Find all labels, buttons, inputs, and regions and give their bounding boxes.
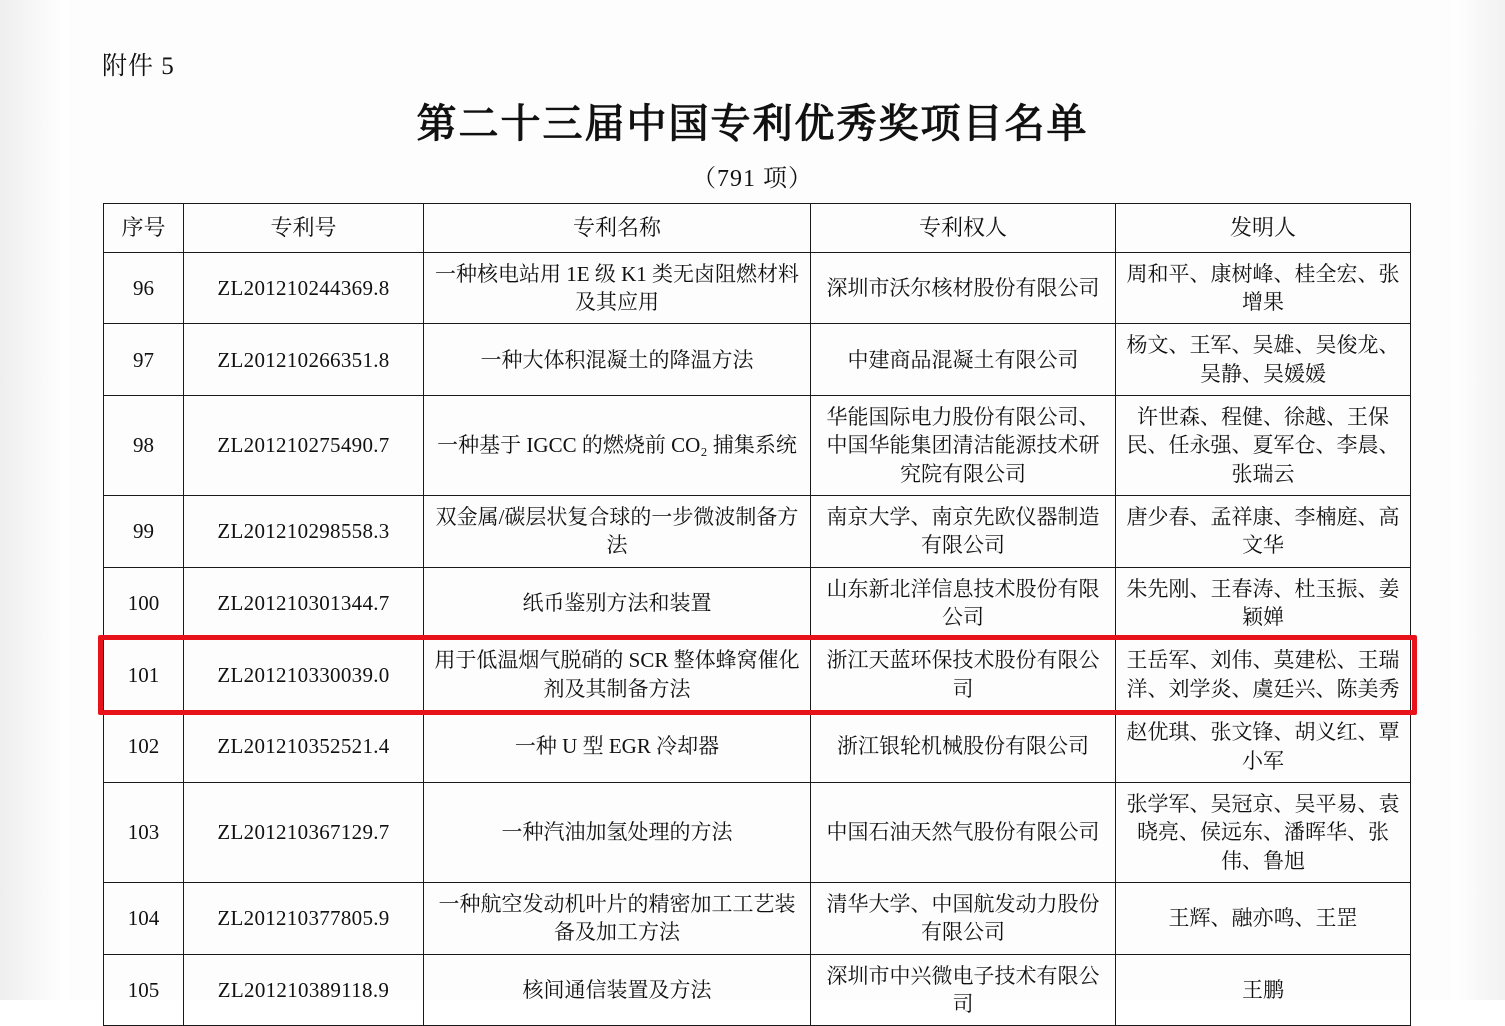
table-row (104, 324, 1411, 396)
table-header-row (104, 204, 1411, 253)
cell-patent-no: ZL201210298558.3 (184, 496, 424, 568)
page-subtitle: （791 项） (692, 166, 813, 192)
column-header-patent-name: 专利名称 (424, 204, 811, 253)
cell-inventors: 赵优琪、张文锋、胡义红、覃小军 (1116, 711, 1411, 783)
table-row-highlighted (104, 639, 1411, 711)
cell-no: 103 (104, 782, 184, 882)
cell-patent-no: ZL201210244369.8 (184, 252, 424, 324)
cell-patent-name: 双金属/碳层状复合球的一步微波制备方法 (424, 496, 811, 568)
cell-owner: 深圳市沃尔核材股份有限公司 (811, 252, 1116, 324)
cell-no: 99 (104, 496, 184, 568)
attachment-label: 附件 5 (102, 53, 175, 80)
cell-owner: 中建商品混凝土有限公司 (811, 324, 1116, 396)
cell-patent-name: 用于低温烟气脱硝的 SCR 整体蜂窝催化剂及其制备方法 (424, 639, 811, 711)
table-row (104, 496, 1411, 568)
cell-no: 101 (104, 639, 184, 711)
cell-owner: 山东新北洋信息技术股份有限公司 (811, 567, 1116, 639)
cell-owner: 华能国际电力股份有限公司、中国华能集团清洁能源技术研究院有限公司 (811, 396, 1116, 496)
cell-patent-name: 纸币鉴别方法和装置 (424, 567, 811, 639)
cell-patent-name: 一种基于 IGCC 的燃烧前 CO₂ 捕集系统 (424, 396, 811, 496)
cell-inventors: 周和平、康树峰、桂全宏、张增果 (1116, 252, 1411, 324)
table-row (104, 396, 1411, 496)
cell-no: 96 (104, 252, 184, 324)
page-title: 第二十三届中国专利优秀奖项目名单 (416, 101, 1089, 146)
cell-patent-no: ZL201210266351.8 (184, 324, 424, 396)
cell-inventors: 王辉、融亦鸣、王罡 (1116, 882, 1411, 954)
cell-patent-name: 一种航空发动机叶片的精密加工工艺装备及加工方法 (424, 882, 811, 954)
cell-no: 97 (104, 324, 184, 396)
cell-no: 105 (104, 954, 184, 1026)
cell-patent-no: ZL201210301344.7 (184, 567, 424, 639)
cell-patent-name: 一种核电站用 1E 级 K1 类无卤阻燃材料及其应用 (424, 252, 811, 324)
cell-patent-no: ZL201210367129.7 (184, 782, 424, 882)
column-header-no: 序号 (104, 204, 184, 253)
column-header-owner: 专利权人 (811, 204, 1116, 253)
cell-patent-name: 一种大体积混凝土的降温方法 (424, 324, 811, 396)
cell-owner: 浙江天蓝环保技术股份有限公司 (811, 639, 1116, 711)
cell-no: 100 (104, 567, 184, 639)
cell-no: 104 (104, 882, 184, 954)
cell-patent-no: ZL201210275490.7 (184, 396, 424, 496)
table-row (104, 252, 1411, 324)
cell-no: 98 (104, 396, 184, 496)
cell-patent-no: ZL201210377805.9 (184, 882, 424, 954)
table-row (104, 782, 1411, 882)
cell-owner: 南京大学、南京先欧仪器制造有限公司 (811, 496, 1116, 568)
cell-owner: 中国石油天然气股份有限公司 (811, 782, 1116, 882)
cell-inventors: 许世森、程健、徐越、王保民、任永强、夏军仓、李晨、张瑞云 (1116, 396, 1411, 496)
cell-owner: 深圳市中兴微电子技术有限公司 (811, 954, 1116, 1026)
cell-inventors: 王鹏 (1116, 954, 1411, 1026)
cell-patent-name: 一种汽油加氢处理的方法 (424, 782, 811, 882)
cell-patent-name: 核间通信装置及方法 (424, 954, 811, 1026)
cell-no: 102 (104, 711, 184, 783)
table-row (104, 567, 1411, 639)
cell-patent-no: ZL201210389118.9 (184, 954, 424, 1026)
cell-owner: 浙江银轮机械股份有限公司 (811, 711, 1116, 783)
patent-list-table (103, 203, 1411, 1026)
cell-inventors: 王岳军、刘伟、莫建松、王瑞洋、刘学炎、虞廷兴、陈美秀 (1116, 639, 1411, 711)
column-header-inventors: 发明人 (1116, 204, 1411, 253)
table-row (104, 711, 1411, 783)
cell-owner: 清华大学、中国航发动力股份有限公司 (811, 882, 1116, 954)
cell-patent-name: 一种 U 型 EGR 冷却器 (424, 711, 811, 783)
column-header-patent-no: 专利号 (184, 204, 424, 253)
cell-inventors: 朱先刚、王春涛、杜玉振、姜颖婵 (1116, 567, 1411, 639)
cell-patent-no: ZL201210330039.0 (184, 639, 424, 711)
cell-inventors: 张学军、吴冠京、吴平易、袁晓亮、侯远东、潘晖华、张伟、鲁旭 (1116, 782, 1411, 882)
table-row (104, 954, 1411, 1026)
cell-inventors: 唐少春、孟祥康、李楠庭、高文华 (1116, 496, 1411, 568)
cell-patent-no: ZL201210352521.4 (184, 711, 424, 783)
cell-inventors: 杨文、王军、吴雄、吴俊龙、吴静、吴媛媛 (1116, 324, 1411, 396)
table-row (104, 882, 1411, 954)
